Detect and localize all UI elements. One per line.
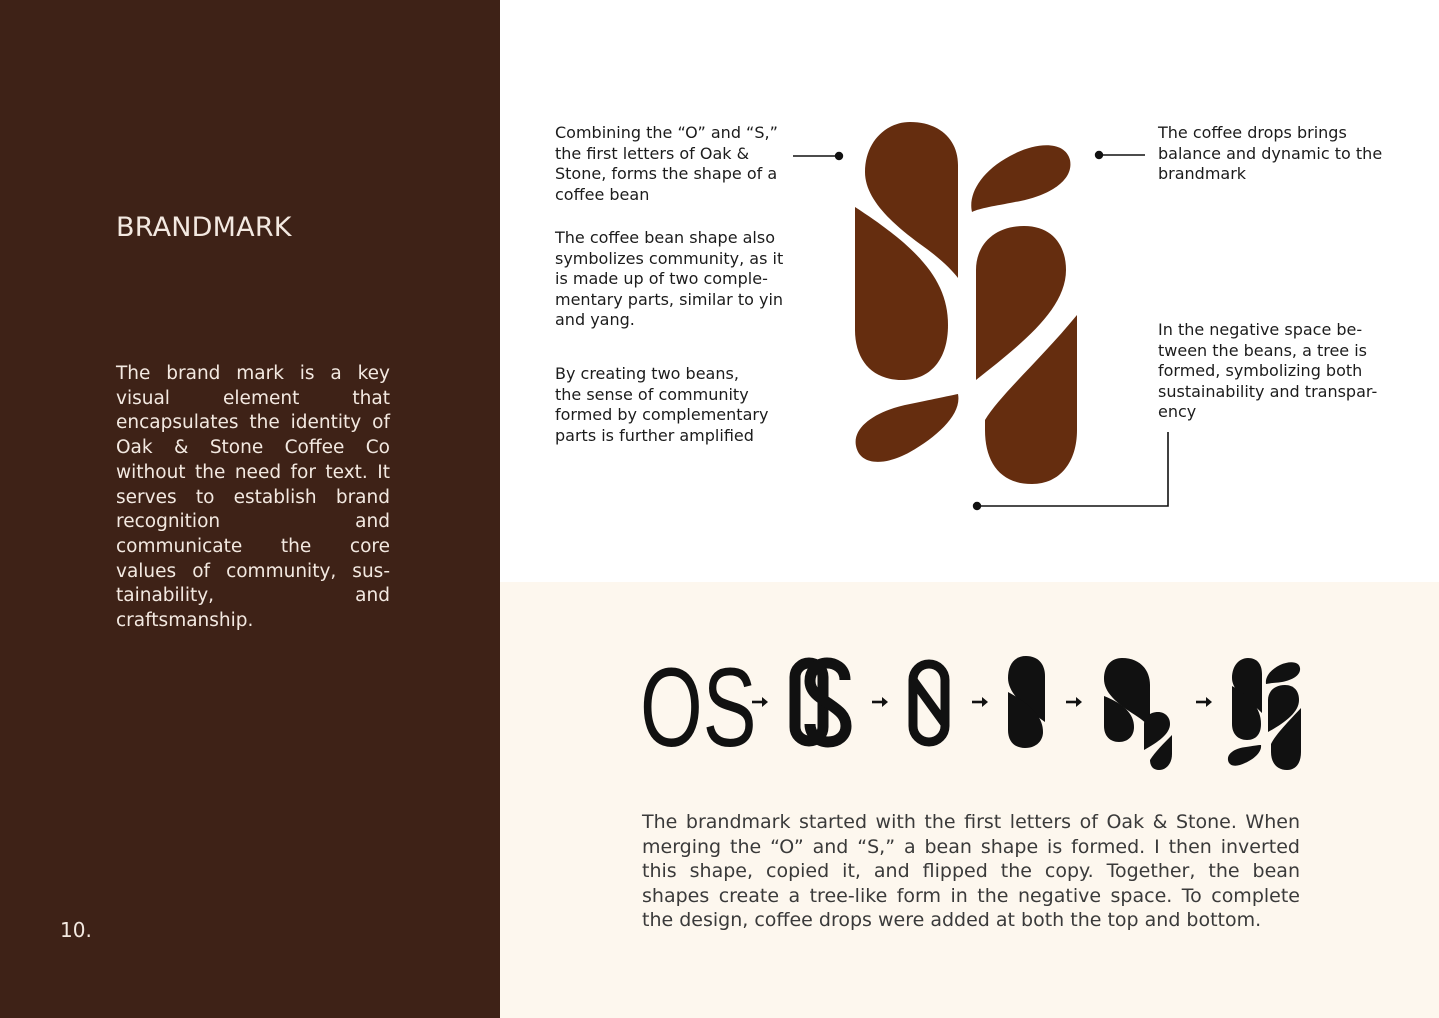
note-tree: In the negative space be- tween the beans, a tree is formed, symbolizing both sustainability and transpar- ency <box>1158 320 1378 422</box>
step-filled-bean <box>1008 656 1045 748</box>
step-two-beans <box>1104 658 1172 770</box>
leader-dot-drops <box>1096 152 1103 159</box>
intro-paragraph: The brand mark is a key visual element that encapsulates the identity of Oak & Stone Coffee Co without the need for text. It serves to establish brand recognition and communicate the core values of community, sustainability, and craftsmanship. <box>116 363 390 632</box>
step-os-letters: OS <box>640 645 757 771</box>
leader-dot-letters <box>836 153 843 160</box>
process-description: The brandmark started with the first letters of Oak & Stone. When merging the “O” and “S,” a bean shape is formed. I then inverted this shape, copied it, and flipped the copy. Together, the bean shapes create a tree-like form in the negative space. To complete the design, coffee drops were added at both the top and bottom. <box>642 811 1300 932</box>
arrow-right-icon <box>1196 697 1212 707</box>
drop-top <box>971 145 1070 212</box>
note-letters: Combining the “O” and “S,” the first letters of Oak & Stone, forms the shape of a coffee bean <box>555 123 778 204</box>
note-two-beans: By creating two beans, the sense of community formed by complementary parts is further amplified <box>555 364 769 445</box>
note-drops: The coffee drops brings balance and dynamic to the brandmark <box>1158 123 1383 184</box>
brandmark-annotated-area <box>500 0 1439 582</box>
construction-sequence <box>500 582 1439 1018</box>
page-number: 10. <box>60 918 92 942</box>
arrow-right-icon <box>1066 697 1082 707</box>
section-title: BRANDMARK <box>116 212 292 243</box>
step-final-mark <box>1228 658 1301 770</box>
step-merged <box>913 664 945 742</box>
arrow-right-icon <box>972 697 988 707</box>
note-community: The coffee bean shape also symbolizes community, as it is made up of two comple- mentary parts, similar to yin and yang. <box>555 228 784 330</box>
left-panel <box>0 0 500 1018</box>
leader-dot-tree <box>974 503 981 510</box>
drop-bottom <box>856 394 959 462</box>
process-area <box>500 582 1439 1018</box>
step-overlap <box>795 663 846 742</box>
arrow-right-icon <box>872 697 888 707</box>
